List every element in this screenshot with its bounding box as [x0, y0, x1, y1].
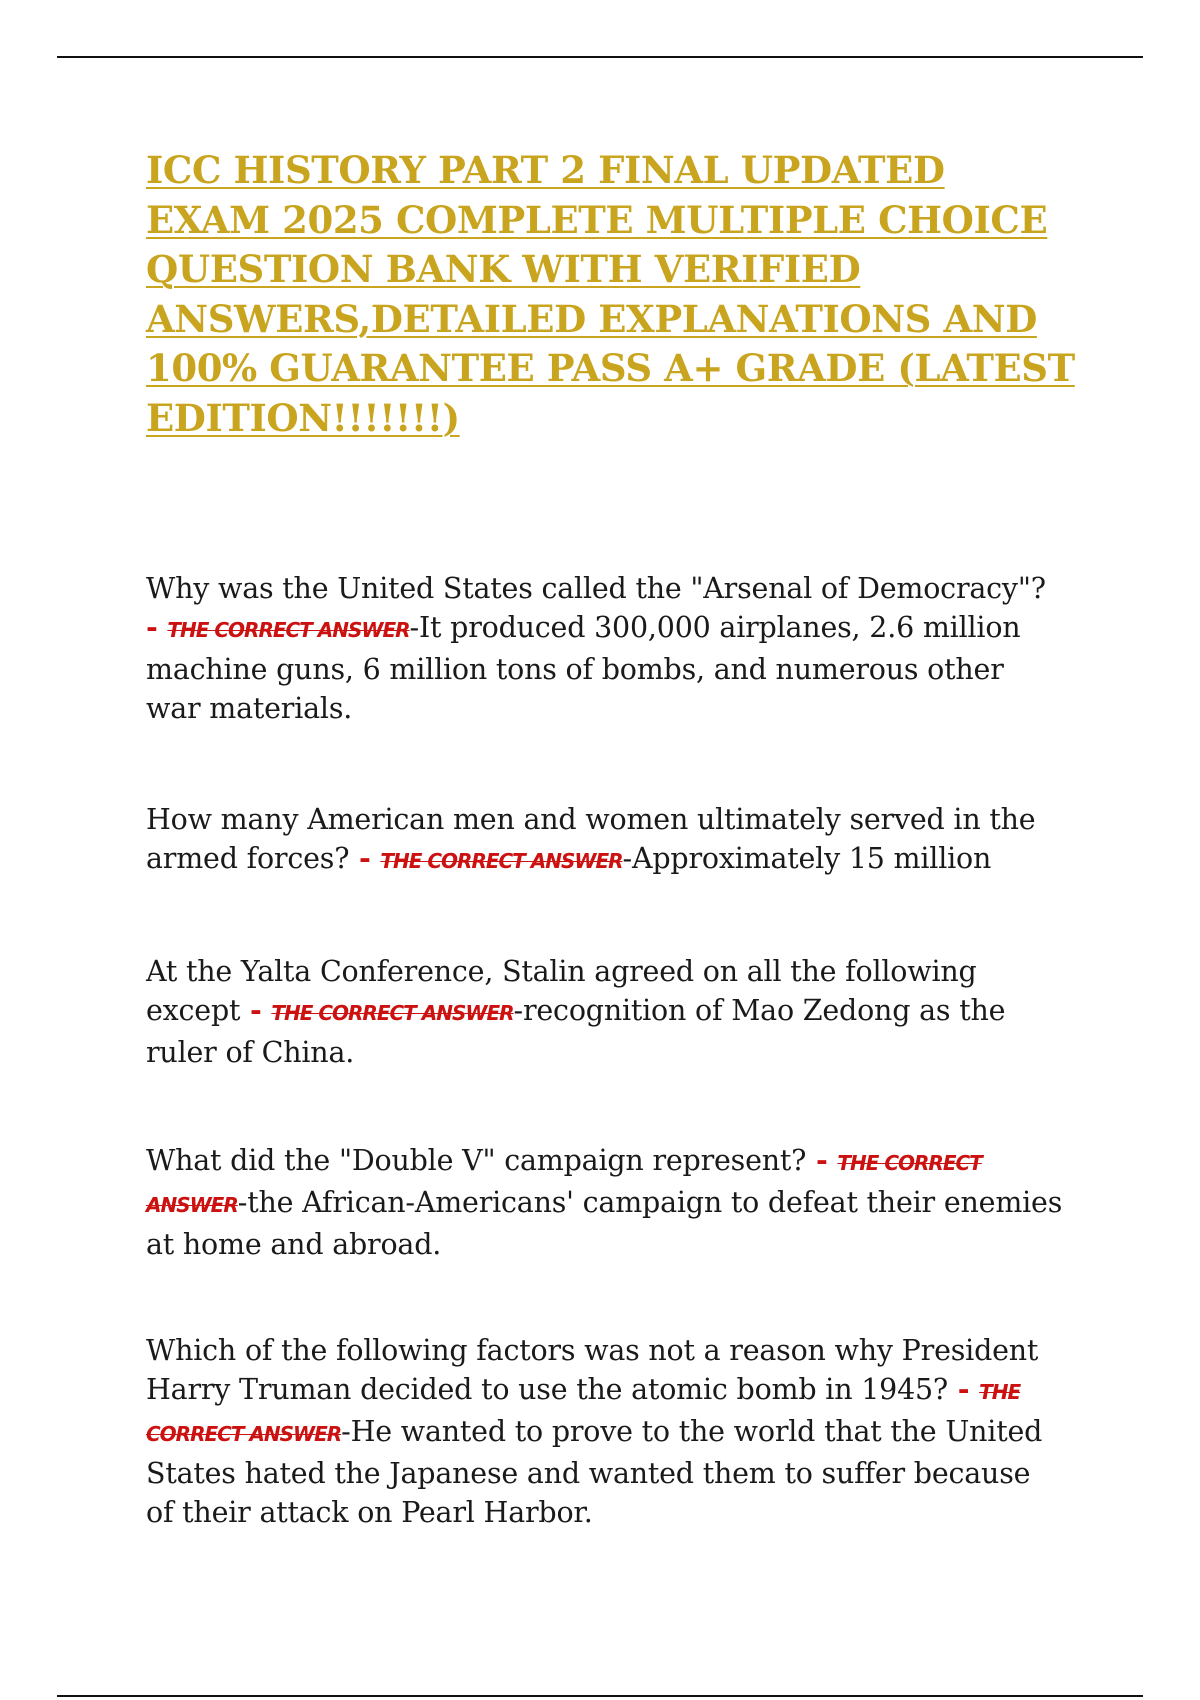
question-text: How many American men and women ultimately served in the armed forces?: [146, 803, 1036, 875]
answer-text: He wanted to prove to the world that the United States hated the Japanese and wanted them to suffer because of their attack on Pearl Harbor.: [146, 1415, 1043, 1529]
answer-joiner: -: [409, 611, 419, 644]
question-text: Why was the United States called the "Arsenal of Democracy"?: [146, 572, 1046, 605]
question-answer-item: [146, 1141, 1066, 1264]
answer-text: It produced 300,000 airplanes, 2.6 million machine guns, 6 million tons of bombs, and numerous other war materials.: [146, 611, 1021, 725]
document-title: ICC HISTORY PART 2 FINAL UPDATED EXAM 2025 COMPLETE MULTIPLE CHOICE QUESTION BANK WITH VERIFIED ANSWERS,DETAILED EXPLANATIONS AND 100% GUARANTEE PASS A+ GRADE (LATEST EDITION!!!!!!!): [146, 148, 1075, 440]
bottom-divider: [57, 1695, 1143, 1697]
answer-separator: -: [146, 610, 168, 644]
answer-joiner: -: [237, 1186, 248, 1219]
answer-separator: -: [948, 1372, 980, 1406]
answer-separator: -: [349, 841, 381, 875]
question-text: At the Yalta Conference, Stalin agreed on all the following except: [146, 955, 977, 1027]
answer-separator: -: [240, 993, 272, 1027]
question-text: What did the "Double V" campaign represent?: [146, 1144, 807, 1177]
answer-text: recognition of Mao Zedong as the ruler of China.: [146, 994, 1006, 1069]
answer-separator: -: [806, 1143, 838, 1177]
correct-answer-label: THE CORRECT ANSWER: [167, 618, 410, 642]
answer-text: Approximately 15 million: [631, 842, 992, 875]
answer-text: the African-Americans' campaign to defeat their enemies at home and abroad.: [146, 1186, 1063, 1261]
answer-joiner: -: [513, 994, 523, 1027]
question-text: Which of the following factors was not a reason why President Harry Truman decided to use the atomic bomb in 1945?: [146, 1334, 1039, 1406]
answer-joiner: -: [341, 1415, 351, 1448]
correct-answer-label: THE CORRECT ANSWER: [271, 1001, 514, 1025]
top-divider: [57, 56, 1143, 58]
correct-answer-label: THE CORRECT ANSWER: [146, 1151, 982, 1217]
question-answer-item: [146, 800, 1066, 881]
correct-answer-label: THE CORRECT ANSWER: [146, 1380, 1021, 1446]
question-answer-item: [146, 1331, 1066, 1532]
question-answer-item: [146, 952, 1066, 1072]
question-answer-item: [146, 569, 1066, 728]
answer-joiner: -: [622, 842, 632, 875]
correct-answer-label: THE CORRECT ANSWER: [380, 849, 623, 873]
